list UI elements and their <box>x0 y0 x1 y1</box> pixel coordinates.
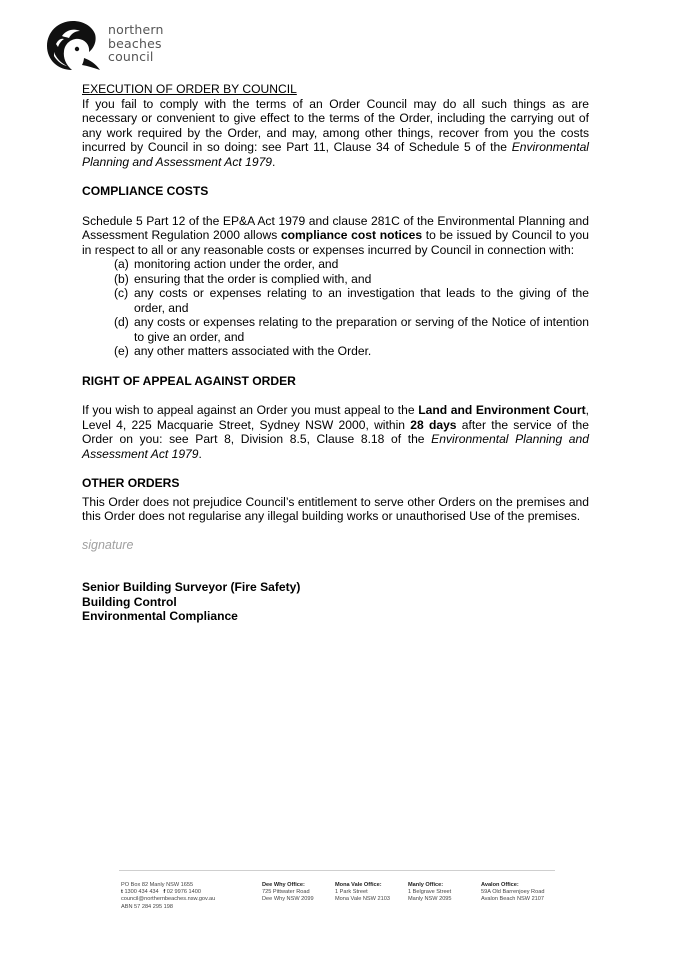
wordmark-line-1: northern <box>108 22 164 37</box>
signatory-unit: Building Control <box>82 594 177 609</box>
council-logo <box>44 18 184 76</box>
appeal-paragraph <box>82 403 589 461</box>
appeal-heading: RIGHT OF APPEAL AGAINST ORDER <box>82 373 296 388</box>
office-title: Manly Office: <box>408 882 444 888</box>
wordmark-line-3: council <box>108 49 154 64</box>
execution-act-name: Environmental Planning and Assessment Act 1979 <box>82 140 589 169</box>
list-item-label: (b) <box>114 271 129 286</box>
sign-off-block <box>82 580 589 624</box>
office-suburb: Avalon Beach NSW 2107 <box>481 896 545 903</box>
compliance-heading: COMPLIANCE COSTS <box>82 184 209 198</box>
other-orders-heading: OTHER ORDERS <box>82 476 180 490</box>
wordmark-line-2: beaches <box>108 35 162 51</box>
office-title: Dee Why Office: <box>262 882 305 888</box>
appeal-text-start: If you wish to appeal against an Order you must appeal to the <box>82 403 419 417</box>
office-street: 1 Belgrave Street <box>408 889 452 896</box>
footer-office-mona-vale <box>335 882 390 904</box>
signature-placeholder: signature <box>82 537 134 552</box>
footer-office-avalon <box>481 882 544 904</box>
footer-contact <box>121 882 215 911</box>
appeal-text-mid: , Level 4, 225 Macquarie Street, Sydney NSW 2000, within <box>82 403 589 432</box>
execution-heading: EXECUTION OF ORDER BY COUNCIL <box>82 82 297 96</box>
execution-text: If you fail to comply with the terms of an Order Council may do all such things as are necessary or convenient to give effect to the terms of the Order, including the carrying out of any work required by the Order, and may, among other things, recover from you the costs incurred by Council in so doing: see Part 11, Clause 34 of Schedule 5 of the <box>82 96 589 154</box>
appeal-text-end: . <box>198 446 202 461</box>
office-suburb: Mona Vale NSW 2103 <box>335 896 390 903</box>
list-item <box>114 257 589 272</box>
office-street: 725 Pittwater Road <box>262 889 310 896</box>
compliance-list <box>114 257 589 359</box>
list-item-text: monitoring action under the order, and <box>134 257 339 271</box>
execution-text-end: . <box>272 154 276 169</box>
footer-phone-fax <box>121 889 215 896</box>
appeal-deadline: 28 days <box>410 417 457 432</box>
northern-beaches-council-logo-icon <box>44 18 102 73</box>
list-item-label: (e) <box>114 344 129 358</box>
appeal-text-mid2: after the service of the Order on you: see Part 8, Division 8.5, Clause 8.18 of the <box>82 417 589 446</box>
list-item-label: (d) <box>114 315 129 329</box>
list-item <box>114 272 589 287</box>
council-wordmark <box>108 23 164 64</box>
list-item <box>114 344 589 359</box>
list-item <box>114 286 589 315</box>
fax-label: f <box>163 889 166 896</box>
office-street: 59A Old Barrenjoey Road <box>481 889 545 896</box>
footer-office-manly <box>408 882 452 904</box>
appeal-act-name: Environmental Planning and Assessment Act 1979 <box>82 432 589 461</box>
office-title: Mona Vale Office: <box>335 882 382 888</box>
office-suburb: Manly NSW 2095 <box>408 896 452 903</box>
compliance-cost-notices: compliance cost notices <box>280 228 423 242</box>
execution-paragraph <box>82 97 589 170</box>
footer-abn: ABN 57 284 295 198 <box>121 903 173 910</box>
office-title: Avalon Office: <box>481 882 519 888</box>
compliance-paragraph <box>82 214 589 258</box>
list-item-text: any other matters associated with the Order. <box>134 344 372 358</box>
appeal-court-name: Land and Environment Court <box>418 403 586 417</box>
list-item-text: any costs or expenses relating to an investigation that leads to the giving of the order, and <box>134 286 589 315</box>
list-item-label: (a) <box>114 257 129 271</box>
signatory-division: Environmental Compliance <box>82 609 238 623</box>
other-orders-paragraph: This Order does not prejudice Council’s entitlement to serve other Orders on the premises and this Order does not regularise any illegal building works or unauthorised Use of the premises. <box>82 494 589 523</box>
document-body <box>82 82 589 624</box>
phone-label: t <box>121 889 123 896</box>
office-suburb: Dee Why NSW 2099 <box>262 896 314 903</box>
list-item-text: any costs or expenses relating to the preparation or serving of the Notice of intention to give an order, and <box>134 315 589 344</box>
footer-divider <box>119 870 555 871</box>
list-item <box>114 315 589 344</box>
signatory-title: Senior Building Surveyor (Fire Safety) <box>82 580 301 594</box>
office-street: 1 Park Street <box>335 889 368 896</box>
fax-number: 02 9976 1400 <box>166 889 201 896</box>
compliance-text-end: to be issued by Council to you in respect to all or any reasonable costs or expenses incurred by Council in connection with: <box>82 228 589 257</box>
footer-postal-address: PO Box 82 Manly NSW 1655 <box>121 882 194 888</box>
footer-office-dee-why <box>262 882 314 904</box>
compliance-text-start: Schedule 5 Part 12 of the EP&A Act 1979 and clause 281C of the Environmental Planning and Assessment Regulation 2000 allows <box>82 213 589 242</box>
list-item-text: ensuring that the order is complied with, and <box>134 271 372 286</box>
list-item-label: (c) <box>114 286 129 300</box>
footer-email[interactable]: council@northernbeaches.nsw.gov.au <box>121 896 216 903</box>
phone-number: 1300 434 434 <box>124 889 159 896</box>
